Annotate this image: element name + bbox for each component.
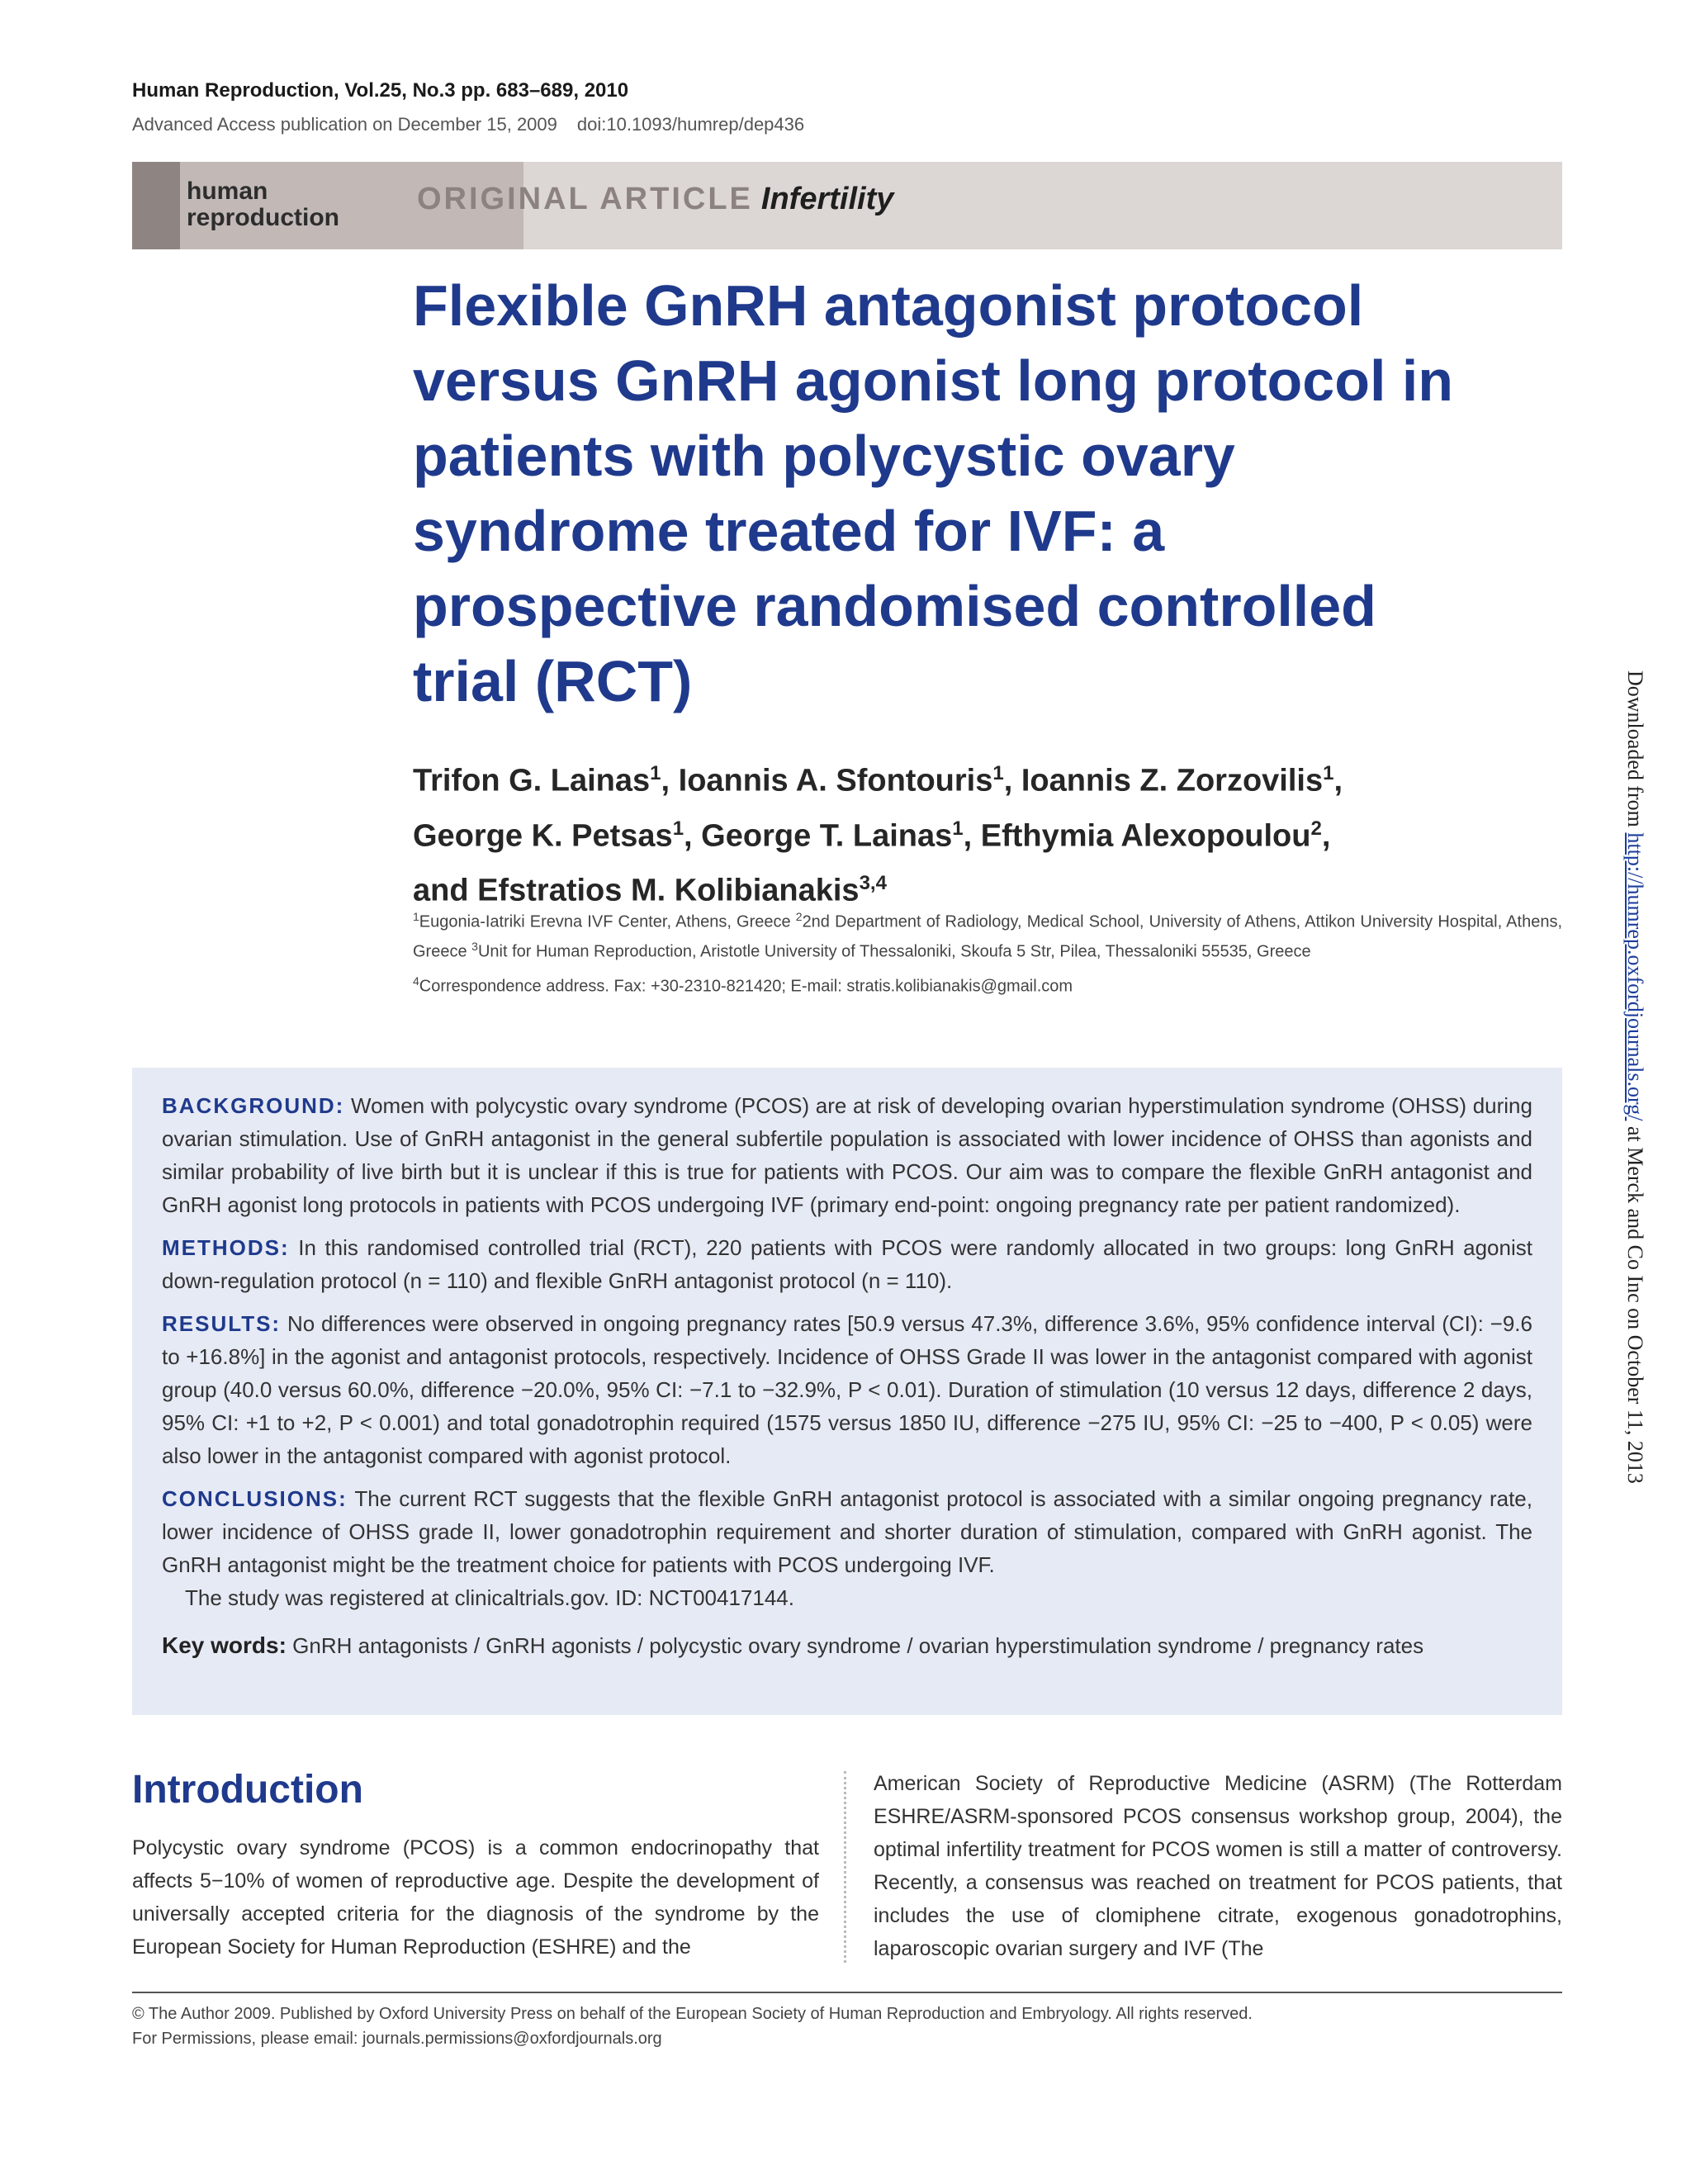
download-watermark bbox=[1622, 670, 1647, 1484]
author-list: Trifon G. Lainas$^1$, Ioannis A. Sfontouris$^1$, Ioannis Z. Zorzovilis$^1$, George K. Petsas$^1$, George T. Lainas$^1$, Efthymia Alexopoulou$^2$, and Efstratios M. Kolibianakis$^{3,4}$ bbox=[413, 762, 1343, 908]
affiliation-number: 1 bbox=[413, 910, 419, 923]
author-affiliation-mark: 2 bbox=[1310, 817, 1322, 840]
footer-rule bbox=[132, 1992, 1562, 1993]
abstract-methods bbox=[162, 1231, 1532, 1297]
author-affiliation-mark: 1 bbox=[952, 817, 964, 840]
affiliation-text: 2nd Department of Radiology, Medical School, University of Athens, Attikon University Hospital, Athens, Greece bbox=[413, 912, 1563, 961]
section-category: Infertility bbox=[760, 182, 894, 216]
copyright-notice: © The Author 2009. Published by Oxford University Press on behalf of the European Society of Human Reproduction and Embryology. All rights reserved. bbox=[132, 2005, 1253, 2023]
article-title: Flexible GnRH antagonist protocol versus GnRH agonist long protocol in patients with polycystic ovary syndrome treated for IVF: a prospective randomised controlled trial (RCT) bbox=[413, 273, 1454, 713]
author-name: George K. Petsas bbox=[413, 818, 673, 854]
correspondence-address bbox=[413, 974, 1073, 997]
affiliation-number: 3 bbox=[471, 939, 478, 953]
author-affiliation-mark: 1 bbox=[650, 762, 661, 784]
author-name: Trifon G. Lainas bbox=[413, 763, 651, 798]
page-footer bbox=[132, 2002, 1253, 2051]
conclusions-text: The current RCT suggests that the flexible GnRH antagonist protocol is associated with a similar ongoing pregnancy rate, lower incidence of OHSS grade II, lower gonadotrophin requirement and shorter duration of stimulation, compared with GnRH agonist. The GnRH antagonist might be the treatment choice for patients with PCOS undergoing IVF. bbox=[162, 1486, 1532, 1577]
correspondence-number: 4 bbox=[413, 974, 419, 988]
section-type: ORIGINAL ARTICLE bbox=[417, 182, 753, 216]
results-text: No differences were observed in ongoing pregnancy rates [50.9 versus 47.3%, difference 3.6%, 95% confidence interval (CI): −9.6 to +16.8%] in the agonist and antagonist protocols, respectively. Incidence of OHSS Grade II was lower in the antagonist compared with agonist group (40.0 versus 60.0%, difference −20.0%, 95% CI: −7.1 to −32.9%, P < 0.01). Duration of stimulation (10 versus 12 days, difference 2 days, 95% CI: +1 to +2, P < 0.001) and total gonadotrophin required (1575 versus 1850 IU, difference −275 IU, 95% CI: −25 to −400, P < 0.05) were also lower in the antagonist compared with agonist protocol. bbox=[162, 1311, 1532, 1468]
correspondence-text: Correspondence address. Fax: +30-2310-821420; E-mail: stratis.kolibianakis@gmail.com bbox=[419, 977, 1073, 996]
logo-line-1: human bbox=[187, 178, 268, 205]
download-link[interactable]: http://humrep.oxfordjournals.org/ bbox=[1623, 832, 1647, 1121]
author-affiliation-mark: 1 bbox=[992, 762, 1004, 784]
download-prefix: Downloaded from bbox=[1623, 670, 1647, 833]
publication-info bbox=[132, 114, 804, 135]
keywords-label: Key words: bbox=[162, 1632, 287, 1658]
advance-access-date: Advanced Access publication on December 15, 2009 bbox=[132, 114, 557, 135]
article-section bbox=[417, 182, 893, 217]
keywords bbox=[162, 1629, 1532, 1662]
journal-citation: Human Reproduction, Vol.25, No.3 pp. 683–689, 2010 bbox=[132, 79, 629, 102]
background-text: Women with polycystic ovary syndrome (PCOS) are at risk of developing ovarian hyperstimulation syndrome (OHSS) during ovarian stimulation. Use of GnRH antagonist in the general subfertile population is associated with lower incidence of OHSS than agonists and similar probability of live birth but it is unclear if this is true for patients with PCOS. Our aim was to compare the flexible GnRH antagonist and GnRH agonist long protocols in patients with PCOS undergoing IVF (primary end-point: ongoing pregnancy rate per patient randomized). bbox=[162, 1093, 1532, 1217]
logo-line-2: reproduction bbox=[187, 204, 339, 231]
author-affiliation-mark: 1 bbox=[1323, 762, 1334, 784]
column-divider bbox=[844, 1771, 846, 1963]
abstract-conclusions bbox=[162, 1482, 1532, 1581]
journal-banner bbox=[132, 162, 1562, 249]
author-name: Efthymia Alexopoulou bbox=[980, 818, 1311, 854]
results-label: RESULTS: bbox=[162, 1311, 282, 1336]
affiliation-text: Unit for Human Reproduction, Aristotle University of Thessaloniki, Skoufa 5 Str, Pilea, Thessaloniki 55535, Greece bbox=[477, 942, 1311, 961]
background-label: BACKGROUND: bbox=[162, 1093, 345, 1118]
journal-logo bbox=[187, 178, 339, 231]
permissions-notice: For Permissions, please email: journals.permissions@oxfordjournals.org bbox=[132, 2030, 662, 2048]
affiliation-text: Eugonia-Iatriki Erevna IVF Center, Athens, Greece bbox=[419, 912, 796, 931]
download-suffix: at Merck and Co Inc on October 11, 2013 bbox=[1623, 1120, 1647, 1484]
affiliation-number: 2 bbox=[795, 910, 803, 923]
trial-registration: The study was registered at clinicaltrials.gov. ID: NCT00417144. bbox=[185, 1585, 794, 1610]
methods-label: METHODS: bbox=[162, 1235, 290, 1260]
author-affiliation-mark: 1 bbox=[672, 817, 684, 840]
keywords-text: GnRH antagonists / GnRH agonists / polycystic ovary syndrome / ovarian hyperstimulation syndrome / pregnancy rates bbox=[292, 1633, 1424, 1658]
author-name: Ioannis Z. Zorzovilis bbox=[1021, 763, 1324, 798]
author-affiliation-mark: 3,4 bbox=[859, 872, 887, 895]
affiliations bbox=[413, 905, 1562, 964]
author-name: George T. Lainas bbox=[701, 818, 953, 854]
introduction-right-column: American Society of Reproductive Medicine (ASRM) (The Rotterdam ESHRE/ASRM-sponsored PCOS consensus workshop group, 2004), the optimal infertility treatment for PCOS women is still a matter of controversy. Recently, a consensus was reached on treatment for PCOS patients, that includes the use of clomiphene citrate, exogenous gonadotrophins, laparoscopic ovarian surgery and IVF (The bbox=[874, 1772, 1562, 1960]
abstract-box bbox=[132, 1068, 1562, 1715]
abstract-background bbox=[162, 1089, 1532, 1221]
banner-dark-block bbox=[132, 162, 180, 249]
author-name: Ioannis A. Sfontouris bbox=[678, 763, 993, 798]
conclusions-label: CONCLUSIONS: bbox=[162, 1486, 348, 1511]
doi-text: doi:10.1093/humrep/dep436 bbox=[576, 114, 805, 135]
abstract-results bbox=[162, 1307, 1532, 1472]
introduction-left-column: Polycystic ovary syndrome (PCOS) is a common endocrinopathy that affects 5−10% of women of reproductive age. Despite the development of universally accepted criteria for the diagnosis of the syndrome by the European Society for Human Reproduction (ESHRE) and the bbox=[132, 1836, 819, 1959]
methods-text: In this randomised controlled trial (RCT), 220 patients with PCOS were randomly allocated in two groups: long GnRH agonist down-regulation protocol (n = 110) and flexible GnRH antagonist protocol (n = 110). bbox=[162, 1235, 1532, 1293]
author-name: and Efstratios M. Kolibianakis bbox=[413, 873, 860, 908]
introduction-heading: Introduction bbox=[132, 1768, 363, 1812]
